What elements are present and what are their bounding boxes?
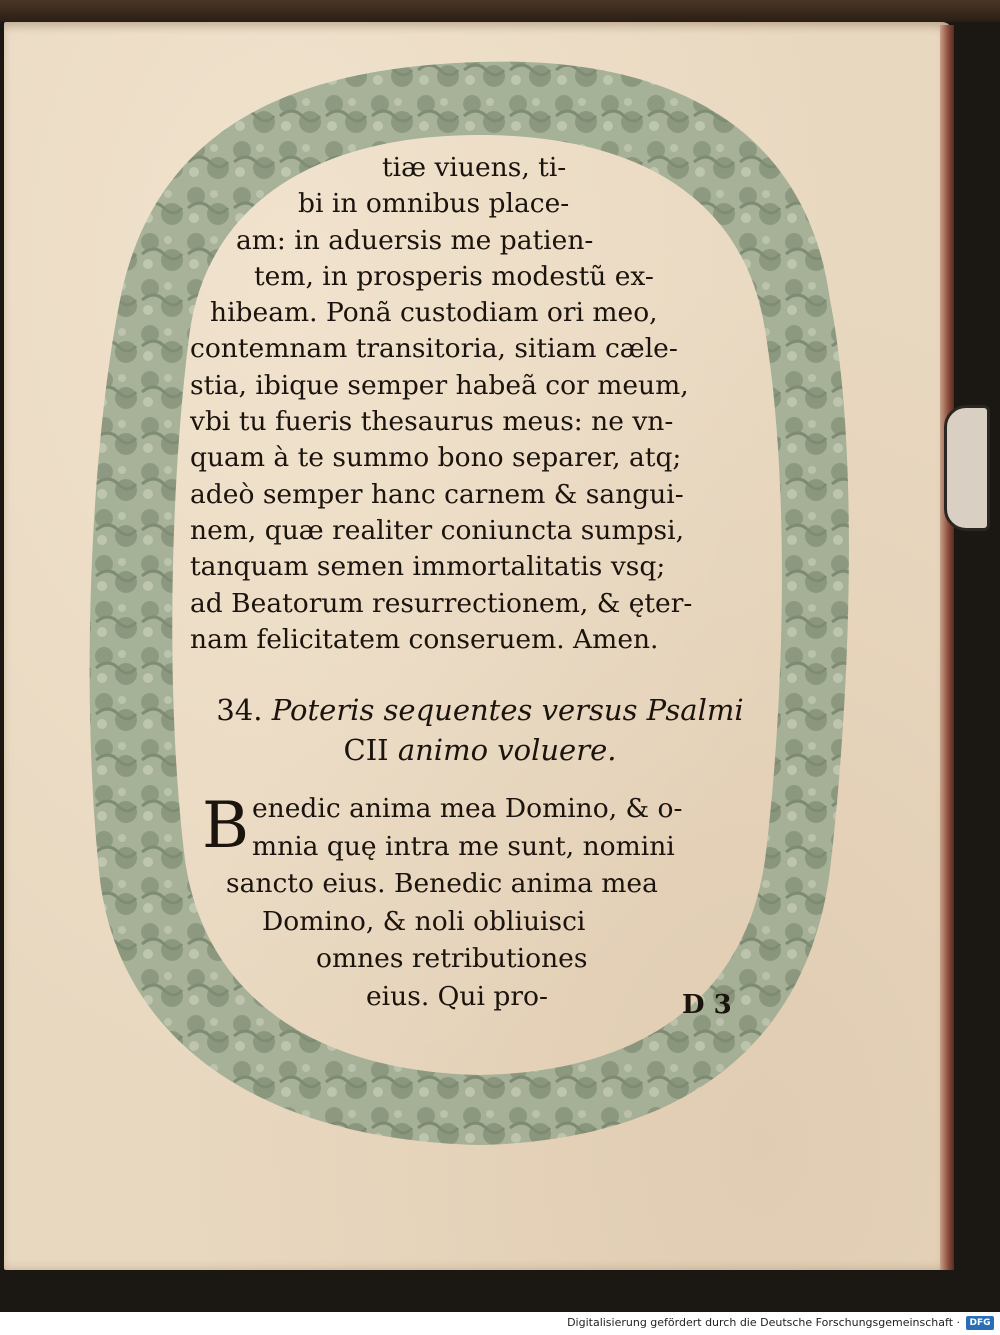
digitization-footer [0, 1312, 1000, 1335]
psalm-number: CII [343, 733, 389, 767]
text-line: tiæ viuens, ti- [382, 152, 567, 183]
text-line: nem, quæ realiter coniuncta sumpsi, [190, 514, 685, 546]
text-line: adeò semper hanc carnem & sangui- [190, 478, 684, 510]
text-line: tem, in prosperis modestũ ex- [254, 260, 654, 292]
psalm-line: mnia quę intra me sunt, nomini [252, 830, 675, 862]
psalm-line: omnes retributiones [316, 943, 588, 974]
text-line: stia, ibique semper habeã cor meum, [190, 369, 689, 401]
psalm-text [190, 790, 770, 1015]
psalm-line: enedic anima mea Domino, & o- [252, 793, 683, 824]
text-line: hibeam. Ponã custodiam ori meo, [210, 297, 658, 329]
dfg-logo: DFG [966, 1316, 994, 1330]
text-line: vbi tu fueris thesaurus meus: ne vn- [190, 406, 674, 438]
heading-number: 34. [216, 693, 263, 727]
footer-credit: Digitalisierung gefördert durch die Deutsche Forschungsgemeinschaft · [567, 1316, 960, 1329]
heading-text: Poteris sequentes versus Psalmi [271, 693, 744, 727]
psalm-line: sancto eius. Benedic anima mea [226, 868, 658, 899]
psalm-line: Domino, & noli obliuisci [262, 905, 586, 937]
heading-text-2: animo voluere. [397, 733, 617, 767]
text-line: ad Beatorum resurrectionem, & ęter- [190, 587, 693, 619]
text-line: nam felicitatem conseruem. Amen. [190, 623, 659, 655]
signature-mark: D 3 [682, 990, 732, 1020]
text-line: quam à te summo bono separer, atq; [190, 442, 682, 474]
prayer-text [190, 150, 770, 658]
psalm-line: eius. Qui pro- [366, 980, 548, 1012]
text-line: bi in omnibus place- [298, 188, 570, 220]
text-line: tanquam semen immortalitatis vsq; [190, 551, 666, 583]
section-heading [190, 690, 770, 770]
text-line: am: in aduersis me patien- [236, 224, 594, 256]
text-line: contemnam transitoria, sitiam cæle- [190, 333, 678, 365]
drop-cap: B [202, 789, 250, 863]
